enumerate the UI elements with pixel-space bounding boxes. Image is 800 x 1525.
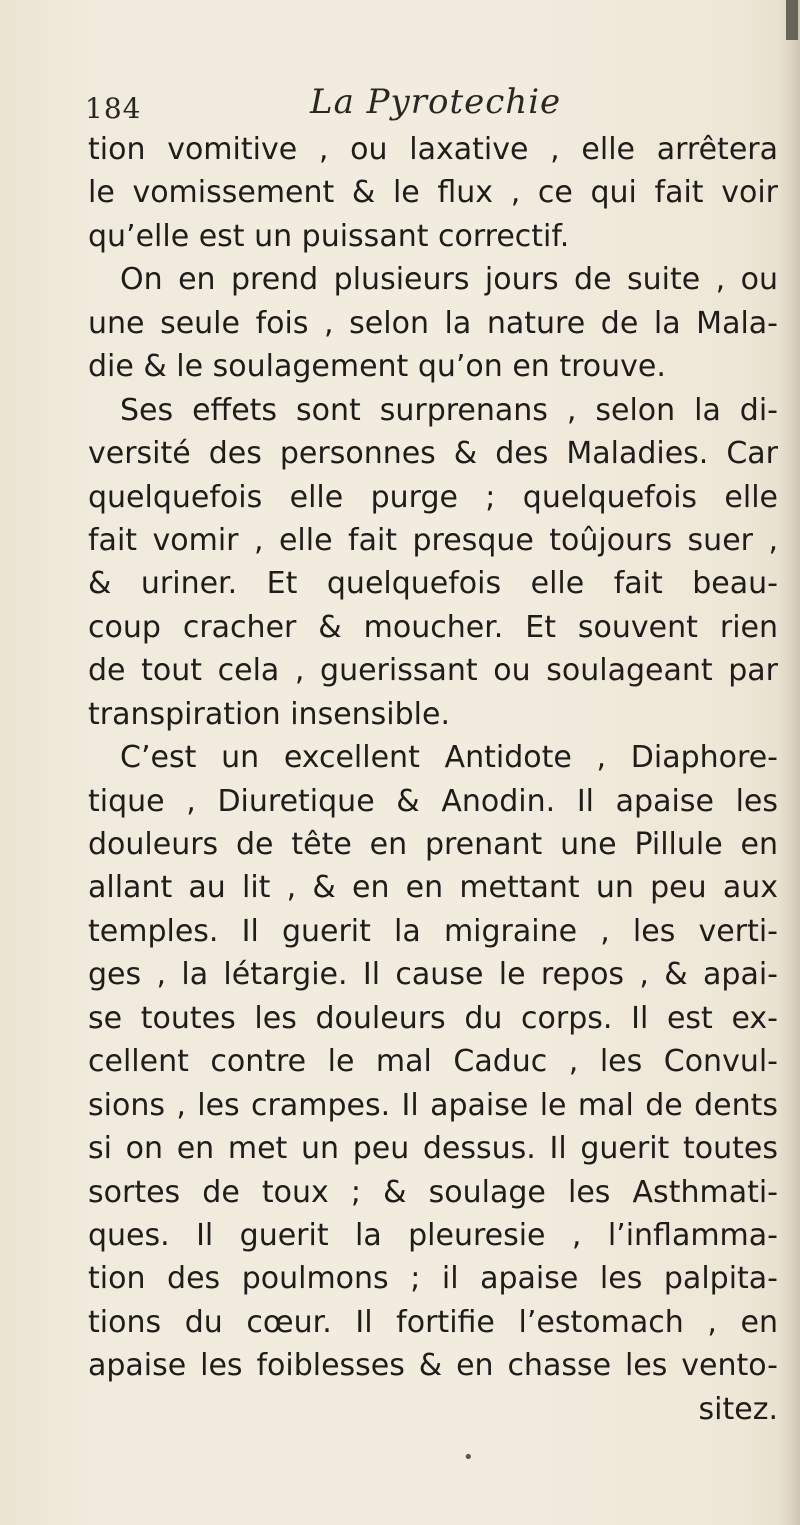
running-title: La Pyrotechie	[310, 82, 562, 122]
page-number: 184	[85, 92, 142, 125]
text-line: de tout cela , guerissant ou soulageant par	[88, 653, 778, 689]
text-line: C’est un excellent Antidote , Diaphore-	[120, 740, 778, 776]
text-line: coup cracher & moucher. Et souvent rien	[88, 609, 778, 645]
corner-tab	[786, 0, 798, 40]
text-line: On en prend plusieurs jours de suite , ou	[120, 262, 778, 298]
text-line: quelquefois elle purge ; quelquefois elle	[88, 479, 778, 515]
text-line: die & le soulagement qu’on en trouve.	[88, 349, 666, 385]
page-edge-shadow	[778, 0, 800, 1525]
text-line: versité des personnes & des Maladies. Car	[88, 436, 778, 472]
text-line: ges , la létargie. Il cause le repos , & apai-	[88, 957, 778, 993]
text-line: si on en met un peu dessus. Il guerit toutes	[88, 1131, 778, 1167]
text-line: fait vomir , elle fait presque toûjours suer ,	[88, 522, 778, 558]
text-line: sions , les crampes. Il apaise le mal de dents	[88, 1087, 778, 1123]
text-line: temples. Il guerit la migraine , les verti-	[88, 913, 778, 949]
text-line: le vomissement & le flux , ce qui fait voir	[88, 175, 778, 211]
text-line: Ses effets sont surprenans , selon la di-	[120, 392, 778, 428]
page-header	[85, 78, 785, 128]
text-line: tions du cœur. Il fortifie l’estomach , en	[88, 1304, 778, 1340]
text-line: apaise les foiblesses & en chasse les vento-	[88, 1348, 778, 1384]
text-line: sortes de toux ; & soulage les Asthmati-	[88, 1174, 778, 1210]
text-line: douleurs de tête en prenant une Pillule en	[88, 827, 778, 862]
text-line: se toutes les douleurs du corps. Il est ex-	[88, 1000, 778, 1036]
page-ornament: •	[463, 1447, 474, 1468]
text-line: une seule fois , selon la nature de la Mala-	[88, 305, 778, 341]
text-line: qu’elle est un puissant correctif.	[88, 218, 570, 254]
text-line: & uriner. Et quelquefois elle fait beau-	[88, 566, 778, 602]
text-line: cellent contre le mal Caduc , les Convul-	[88, 1044, 778, 1080]
text-line: tique , Diuretique & Anodin. Il apaise les	[88, 783, 778, 819]
body-text	[88, 128, 778, 1431]
text-line: tion vomitive , ou laxative , elle arrêtera	[88, 132, 778, 167]
catchword: sitez.	[698, 1391, 778, 1427]
text-line: ques. Il guerit la pleuresie , l’inflamma-	[88, 1217, 778, 1253]
text-line: transpiration insensible.	[88, 696, 451, 732]
text-line: tion des poulmons ; il apaise les palpita-	[88, 1261, 778, 1297]
text-line: allant au lit , & en en mettant un peu aux	[88, 870, 778, 906]
